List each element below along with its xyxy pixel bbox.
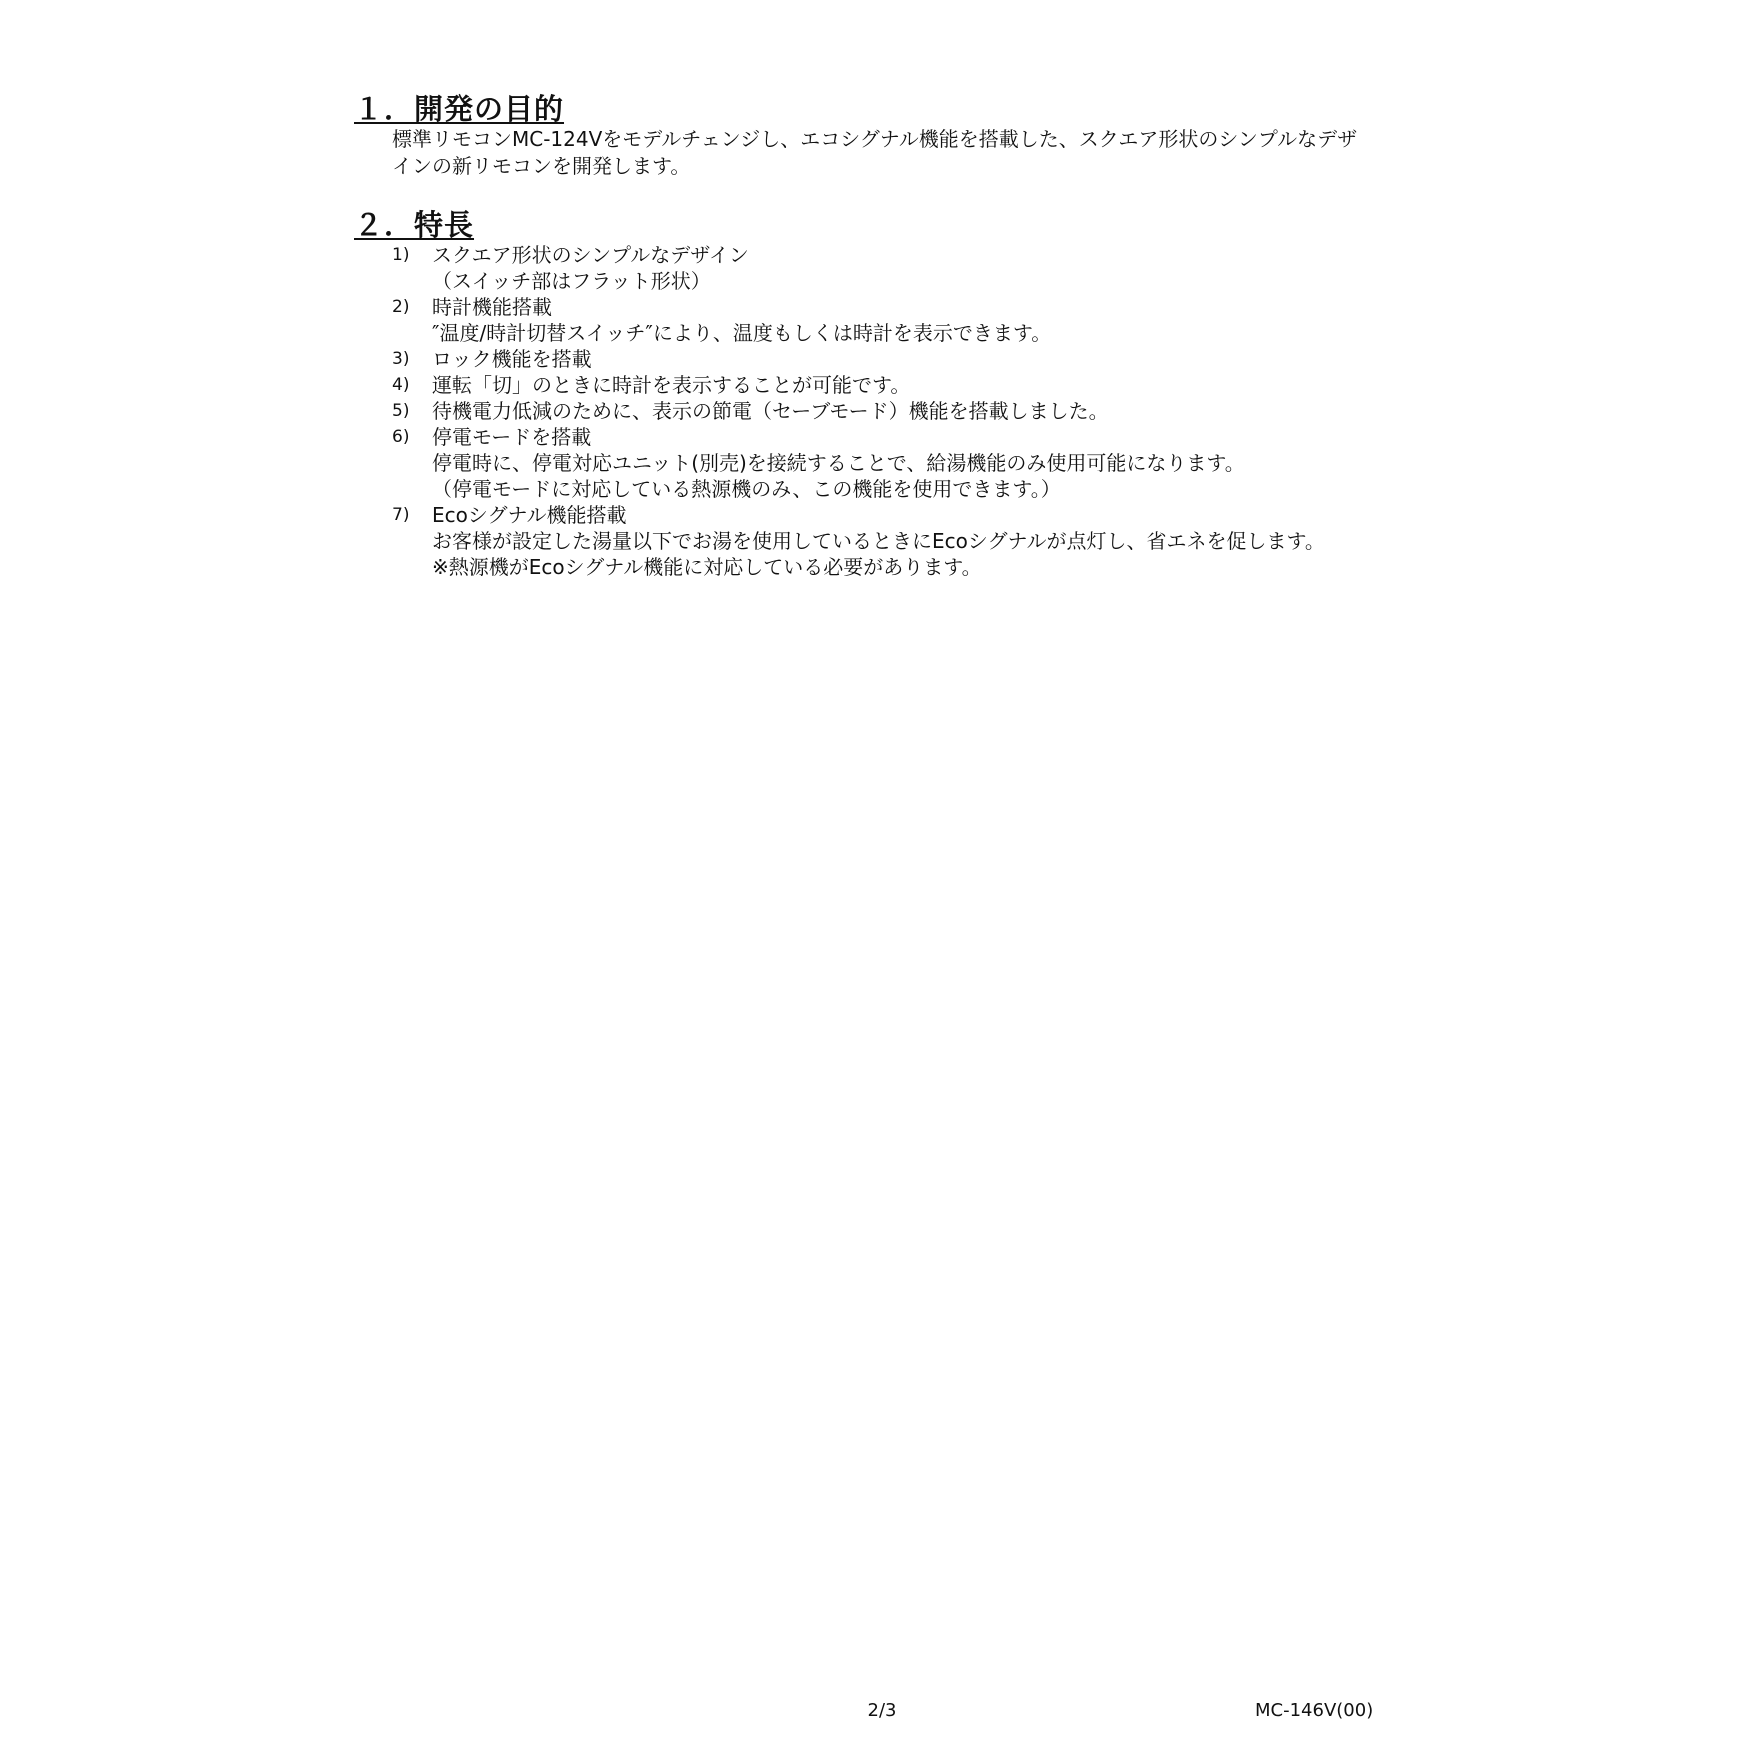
section-heading-purpose: １．開発の目的 xyxy=(354,92,565,126)
feature-item xyxy=(392,398,1414,424)
feature-item xyxy=(392,242,1414,294)
feature-line: 運転「切」のときに時計を表示することが可能です。 xyxy=(432,373,911,397)
feature-line: ロック機能を搭載 xyxy=(432,347,592,371)
feature-text xyxy=(432,372,1414,398)
feature-text xyxy=(432,398,1414,424)
purpose-line: インの新リモコンを開発します。 xyxy=(392,154,691,178)
page-number: 2/3 xyxy=(867,1700,897,1721)
purpose-paragraph xyxy=(392,126,1414,180)
feature-text xyxy=(432,242,1414,294)
feature-line: （停電モードに対応している熱源機のみ、この機能を使用できます。） xyxy=(432,477,1061,501)
feature-number: 7) xyxy=(392,505,410,525)
feature-item xyxy=(392,346,1414,372)
feature-line: ※熱源機がEcoシグナル機能に対応している必要があります。 xyxy=(432,555,982,579)
feature-line: （スイッチ部はフラット形状） xyxy=(432,269,711,293)
feature-line: ″温度/時計切替スイッチ″により、温度もしくは時計を表示できます。 xyxy=(432,321,1052,345)
document-code: MC-146V(00) xyxy=(1255,1700,1374,1721)
features-list xyxy=(354,242,1414,580)
feature-item xyxy=(392,424,1414,502)
feature-line: お客様が設定した湯量以下でお湯を使用しているときにEcoシグナルが点灯し、省エネを促します。 xyxy=(432,529,1325,553)
purpose-line: 標準リモコンMC-124Vをモデルチェンジし、エコシグナル機能を搭載した、スクエア形状のシンプルなデザ xyxy=(392,127,1358,151)
feature-line: 停電モードを搭載 xyxy=(432,425,592,449)
document-body xyxy=(354,92,1414,580)
feature-line: 待機電力低減のために、表示の節電（セーブモード）機能を搭載しました。 xyxy=(432,399,1109,423)
feature-number: 5) xyxy=(392,401,410,421)
feature-number: 3) xyxy=(392,349,410,369)
feature-item xyxy=(392,294,1414,346)
feature-line: スクエア形状のシンプルなデザイン xyxy=(432,243,749,267)
feature-text xyxy=(432,502,1414,580)
feature-text xyxy=(432,294,1414,346)
feature-number: 1) xyxy=(392,245,410,265)
feature-number: 6) xyxy=(392,427,410,447)
section-heading-features: ２．特長 xyxy=(354,208,475,242)
feature-item xyxy=(392,372,1414,398)
feature-line: 停電時に、停電対応ユニット(別売)を接続することで、給湯機能のみ使用可能になります。 xyxy=(432,451,1245,475)
feature-item xyxy=(392,502,1414,580)
feature-number: 4) xyxy=(392,375,410,395)
feature-line: Ecoシグナル機能搭載 xyxy=(432,503,627,527)
feature-text xyxy=(432,424,1414,502)
feature-text xyxy=(432,346,1414,372)
feature-number: 2) xyxy=(392,297,410,317)
feature-line: 時計機能搭載 xyxy=(432,295,552,319)
